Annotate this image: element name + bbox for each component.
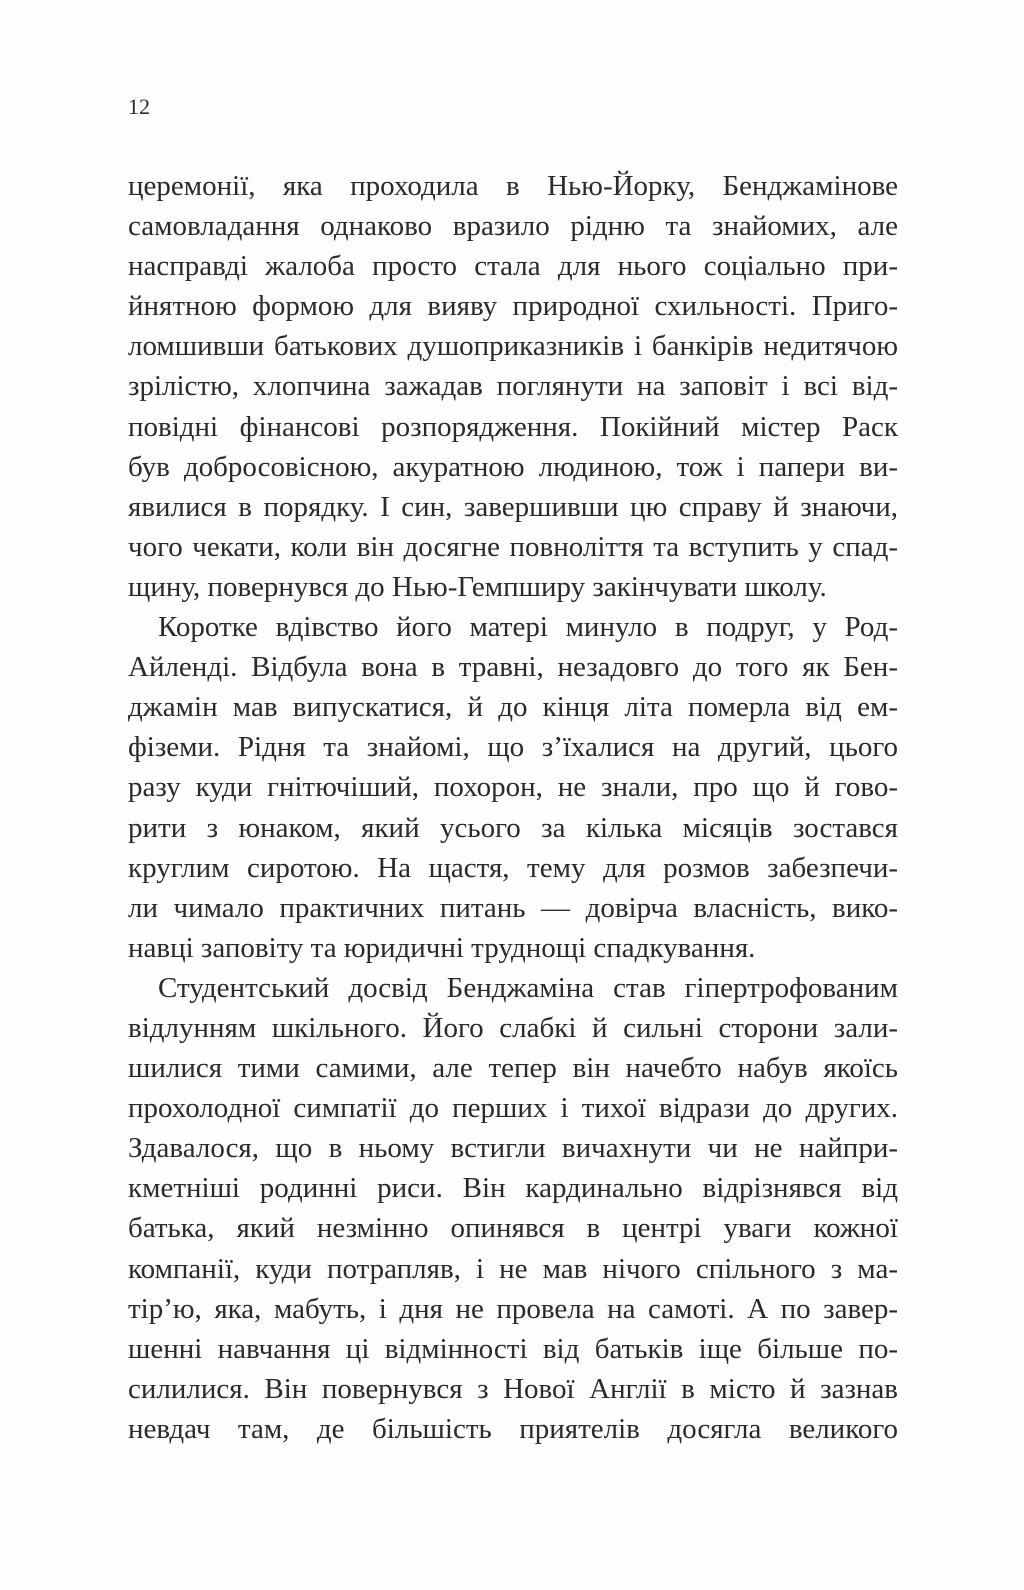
text-line: Студентський досвід Бенджаміна став гіпертрофованим [158,971,898,1004]
text-line: шенні навчання ці відмінності від батьків іще більше по- [128,1332,898,1365]
text-line: насправді жалоба просто стала для нього соціально при- [128,250,898,283]
text-line: шилися тими самими, але тепер він начебто набув якоїсь [128,1052,898,1085]
text-line: Здавалося, що в ньому встигли вичахнути чи не найпри- [128,1132,898,1165]
text-line: невдач там, де більшість приятелів досягла великого [128,1412,898,1445]
text-line: кметніші родинні риси. Він кардинально відрізнявся від [128,1172,898,1205]
text-line: разу куди гнітючіший, похорон, не знали, про що й гово- [128,771,898,804]
text-line: йнятною формою для вияву природної схильності. Приго- [128,290,898,323]
text-line: круглим сиротою. На щастя, тему для розмов забезпечи- [128,851,898,884]
text-line: компанії, куди потрапляв, і не мав нічого спільного з ма- [128,1252,898,1285]
page-number: 12 [128,94,150,119]
text-line: джамін мав випускатися, й до кінця літа померла від ем- [128,691,898,724]
text-line: самовладання однаково вразило рідню та знайомих, але [128,210,898,243]
text-line: тір’ю, яка, мабуть, і дня не провела на самоті. А по завер- [128,1292,898,1325]
text-line: Коротке вдівство його матері минуло в подруг, у Род- [158,611,898,644]
text-line: повідні фінансові розпорядження. Покійний містер Раск [128,410,898,443]
text-line: силилися. Він повернувся з Нової Англії в місто й зазнав [128,1372,898,1405]
text-line: фіземи. Рідня та знайомі, що з’їхалися на другий, цього [128,731,898,764]
text-line: щину, повернувся до Нью-Гемпширу закінчувати школу. [128,570,827,603]
text-line: чого чекати, коли він досягне повноліття та вступить у спад- [128,530,898,563]
body-text [128,166,898,1449]
text-line: ломшивши батькових душоприказників і банкірів недитячою [128,330,898,363]
text-line: рити з юнаком, який усього за кілька місяців зостався [128,811,898,844]
text-line: навці заповіту та юридичні труднощі спадкування. [128,931,756,964]
text-line: був добросовісною, акуратною людиною, тож і папери ви- [128,450,898,483]
text-line: прохолодної симпатії до перших і тихої відрази до других. [128,1092,898,1125]
text-line: явилися в порядку. І син, завершивши цю справу й знаючи, [128,490,898,523]
text-line: церемонії, яка проходила в Нью-Йорку, Бенджамінове [128,170,898,202]
text-line: зрілістю, хлопчина зажадав поглянути на заповіт і всі від- [128,370,898,403]
text-line: Айленді. Відбула вона в травні, незадовго до того як Бен- [128,651,898,684]
text-line: батька, який незмінно опинявся в центрі уваги кожної [128,1212,898,1245]
text-line: відлунням шкільного. Його слабкі й сильні сторони зали- [128,1011,898,1044]
text-line: ли чимало практичних питань — довірча власність, вико- [128,891,898,924]
